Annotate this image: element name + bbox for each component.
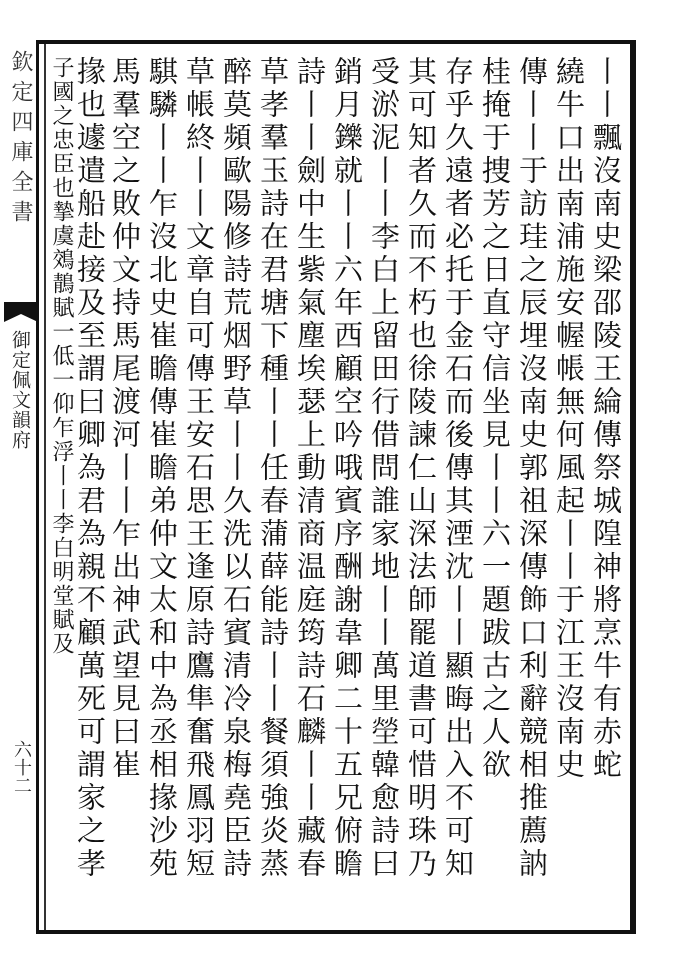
margin-rule [44, 44, 46, 930]
right-border [630, 40, 636, 934]
page-number: 六十二 [11, 740, 32, 794]
text-column: 傳丨丨于訪珪之辰埋沒南史郭祖深傳飾口利辭競相推薦訥 [515, 56, 549, 881]
text-column: 詩丨丨劍中生紫氣塵埃瑟上動清商温庭筠詩石麟丨丨藏春 [293, 56, 327, 881]
text-column: 受淤泥丨丨李白上留田行借問誰家地丨丨萬里塋韓愈詩曰 [367, 56, 401, 881]
text-column: 騏驎丨丨乍沒北史崔瞻傳崔瞻弟仲文太和中為丞相掾沙苑 [145, 56, 179, 881]
top-border [36, 40, 636, 44]
text-column: 存乎久遠者必托于金石而後傳其湮沈丨丨顯晦出入不可知 [441, 56, 475, 881]
text-column: 銷月鑠就丨丨六年西顧空吟哦賓序酬謝韋卿二十五兄俯瞻 [330, 56, 364, 881]
fish-tail-mark [4, 302, 38, 322]
left-border [36, 40, 39, 934]
running-head: 欽定四庫全書 [8, 50, 33, 230]
text-column: 草孝羣玉詩在君塘下種丨丨任春蒲薛能詩丨丨餐須強炎蒸 [256, 56, 290, 881]
text-column: 掾也遽遣船赴接及至謂曰卿為君為親不顧萬死可謂家之孝 [73, 56, 107, 881]
bottom-border [36, 930, 636, 934]
text-column: 子國之忠臣也摯虞鵁鶄賦一低一仰乍浮丨丨李白明堂賦及 [49, 56, 74, 656]
text-column: 草帳終丨丨文章自可傳王安石思王逢原詩鷹隼奮飛鳳羽短 [182, 56, 216, 881]
text-column: 其可知者久而不朽也徐陵諫仁山深法師罷道書可惜明珠乃 [404, 56, 438, 881]
text-column: 繞牛口出南浦施安幄帳無何風起丨丨于江王沒南史 [552, 56, 586, 782]
text-column: 馬羣空之敗仲文持馬尾渡河丨丨乍出神武望見曰崔 [108, 56, 142, 782]
text-column: 醉莫頻歐陽修詩荒烟野草丨丨久洗以石賓清冷泉梅堯臣詩 [219, 56, 253, 881]
text-column: 丨丨飄沒南史梁邵陵王綸傳祭城隍神將烹牛有赤蛇 [589, 56, 623, 782]
text-column: 桂掩于捜芳之日直守信坐見丨丨六一題跋古之人欲 [478, 56, 512, 782]
book-title: 御定佩文韻府 [9, 330, 31, 450]
